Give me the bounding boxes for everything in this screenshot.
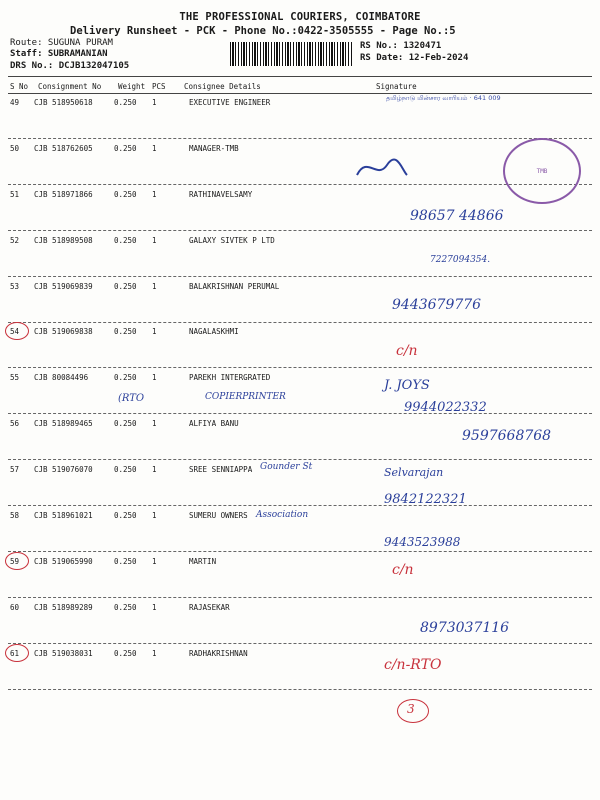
row-wt: 0.250 — [114, 144, 137, 153]
row-cn: CJB 518950618 — [34, 98, 93, 107]
row-sno: 49 — [10, 98, 20, 107]
row-cn: CJB 518989465 — [34, 419, 93, 428]
row-wt: 0.250 — [114, 373, 137, 382]
row-circle-59 — [5, 552, 29, 570]
col-signature: Signature — [376, 82, 417, 91]
row-wt: 0.250 — [114, 465, 137, 474]
runsheet-subtitle: Delivery Runsheet - PCK - Phone No.:0422-3505555 - Page No.:5 — [70, 25, 456, 37]
row-name: RADHAKRISHNAN — [189, 649, 248, 658]
stamp-text: TMB — [536, 167, 548, 175]
handwritten-phone-56: 9597668768 — [462, 428, 552, 444]
row-sno: 50 — [10, 144, 20, 153]
col-consignment: Consignment No — [38, 82, 102, 91]
row-divider — [8, 138, 592, 139]
row-name: MARTIN — [189, 557, 217, 566]
row-divider — [8, 230, 592, 231]
row-name: SREE SENNIAPPA — [189, 465, 253, 474]
row-divider — [8, 505, 592, 506]
row-wt: 0.250 — [114, 98, 137, 107]
row-cn: CJB 519038031 — [34, 649, 93, 658]
row-divider — [8, 459, 592, 460]
row-pcs: 1 — [152, 373, 157, 382]
handwritten-extra-55: COPIERPRINTER — [205, 392, 286, 402]
row-divider — [8, 643, 592, 644]
handwritten-count: 3 — [407, 702, 415, 716]
handwritten-status-54: c/n — [396, 343, 418, 359]
tmb-seal-stamp — [503, 138, 581, 204]
row-divider — [8, 413, 592, 414]
row-sno: 53 — [10, 282, 20, 291]
row-cn: CJB 518762605 — [34, 144, 93, 153]
row-sno: 59 — [10, 557, 20, 566]
row-cn: CJB 518971866 — [34, 190, 93, 199]
handwritten-extra-57: Gounder St — [260, 462, 313, 472]
col-pcs: PCS — [152, 82, 166, 91]
handwritten-phone-57: 9842122321 — [384, 492, 467, 507]
handwritten-phone-53: 9443679776 — [392, 297, 482, 313]
row-sno: 54 — [10, 327, 20, 336]
row-pcs: 1 — [152, 282, 157, 291]
row-divider — [8, 551, 592, 552]
rs-date: RS Date: 12-Feb-2024 — [360, 53, 469, 63]
row-circle-61 — [5, 644, 29, 662]
row-divider — [8, 276, 592, 277]
row-name: MANAGER-TMB — [189, 144, 239, 153]
handwritten-status-59: c/n — [392, 562, 414, 578]
row-divider — [8, 367, 592, 368]
rs-number: RS No.: 1320471 — [360, 41, 442, 51]
handwritten-note-55: (RTO — [118, 393, 145, 404]
row-divider — [8, 689, 592, 690]
row-circle-54 — [5, 322, 29, 340]
row-divider — [8, 597, 592, 598]
row-sno: 57 — [10, 465, 20, 474]
row-pcs: 1 — [152, 603, 157, 612]
row-wt: 0.250 — [114, 236, 137, 245]
row-pcs: 1 — [152, 144, 157, 153]
row-pcs: 1 — [152, 557, 157, 566]
row-sno: 51 — [10, 190, 20, 199]
row-pcs: 1 — [152, 98, 157, 107]
header-top-rule — [8, 76, 592, 77]
row-wt: 0.250 — [114, 282, 137, 291]
row-wt: 0.250 — [114, 557, 137, 566]
row-name: PAREKH INTERGRATED — [189, 373, 271, 382]
row-cn: CJB 518989508 — [34, 236, 93, 245]
handwritten-phone-55: 9944022332 — [404, 400, 487, 415]
signature-scribble-50 — [352, 150, 412, 185]
row-pcs: 1 — [152, 419, 157, 428]
row-wt: 0.250 — [114, 649, 137, 658]
route-label: Route: SUGUNA PURAM — [10, 38, 113, 48]
handwritten-phone-52: 7227094354. — [430, 255, 491, 265]
row-name: SUMERU OWNERS — [189, 511, 248, 520]
row-sno: 55 — [10, 373, 20, 382]
handwritten-phone-51: 98657 44866 — [410, 208, 504, 224]
row-cn: CJB 519069838 — [34, 327, 93, 336]
row-wt: 0.250 — [114, 327, 137, 336]
row-pcs: 1 — [152, 190, 157, 199]
handwritten-phone-60: 8973037116 — [420, 620, 510, 636]
row-wt: 0.250 — [114, 603, 137, 612]
row-pcs: 1 — [152, 465, 157, 474]
row-sno: 56 — [10, 419, 20, 428]
row-name: NAGALASKHMI — [189, 327, 239, 336]
row-wt: 0.250 — [114, 511, 137, 520]
row-name: RAJASEKAR — [189, 603, 230, 612]
drs-label: DRS No.: DCJB132047105 — [10, 61, 130, 71]
row-pcs: 1 — [152, 327, 157, 336]
row-sno: 58 — [10, 511, 20, 520]
row-wt: 0.250 — [114, 419, 137, 428]
row-name: EXECUTIVE ENGINEER — [189, 98, 271, 107]
row-cn: CJB 519076070 — [34, 465, 93, 474]
row-name: ALFIYA BANU — [189, 419, 239, 428]
col-consignee: Consignee Details — [184, 82, 261, 91]
row-divider — [8, 184, 592, 185]
staff-label: Staff: SUBRAMANIAN — [10, 49, 108, 59]
row-cn: CJB 519069839 — [34, 282, 93, 291]
row-name: BALAKRISHNAN PERUMAL — [189, 282, 280, 291]
handwritten-status-61: c/n-RTO — [384, 657, 442, 673]
handwritten-name-57: Selvarajan — [384, 466, 444, 479]
row-pcs: 1 — [152, 511, 157, 520]
row-divider — [8, 322, 592, 323]
tamil-office-stamp-text: தமிழ்நாடு மின்சார வாரியம் · 641 009 — [386, 94, 501, 102]
row-cn: CJB 518961021 — [34, 511, 93, 520]
handwritten-phone-58: 9443523988 — [384, 535, 461, 549]
barcode — [230, 42, 352, 66]
handwritten-extra-58: Association — [256, 510, 309, 520]
row-name: GALAXY SIVTEK P LTD — [189, 236, 275, 245]
row-pcs: 1 — [152, 236, 157, 245]
row-sno: 52 — [10, 236, 20, 245]
company-title: THE PROFESSIONAL COURIERS, COIMBATORE — [179, 11, 421, 23]
col-weight: Weight — [118, 82, 146, 91]
row-cn: CJB 518989289 — [34, 603, 93, 612]
row-sno: 60 — [10, 603, 20, 612]
row-cn: CJB 519065990 — [34, 557, 93, 566]
handwritten-name-55: J. JOYS — [384, 378, 430, 393]
row-sno: 61 — [10, 649, 20, 658]
row-name: RATHINAVELSAMY — [189, 190, 253, 199]
col-sno: S No — [10, 82, 29, 91]
row-cn: CJB 80084496 — [34, 373, 89, 382]
row-pcs: 1 — [152, 649, 157, 658]
row-wt: 0.250 — [114, 190, 137, 199]
